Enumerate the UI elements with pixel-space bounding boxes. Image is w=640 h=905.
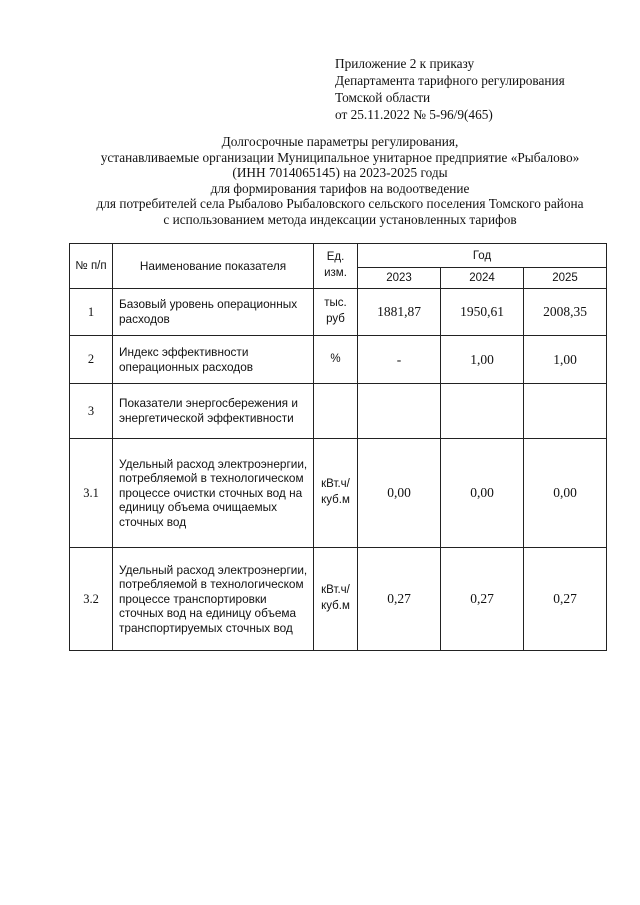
appendix-order-date: от 25.11.2022 № 5-96/9(465) <box>335 107 493 122</box>
row-value-2023: - <box>358 336 441 384</box>
row-num: 3 <box>70 384 113 439</box>
row-name: Индекс эффективности операционных расходов <box>113 336 314 384</box>
row-unit: % <box>314 336 358 384</box>
row-value-2023 <box>358 384 441 439</box>
table-row <box>70 384 607 439</box>
header-name: Наименование показателя <box>113 244 314 289</box>
row-name: Удельный расход электроэнергии, потребляемой в технологическом процессе очистки сточных вод на единицу объема очищаемых сточных вод <box>113 439 314 548</box>
row-value-2025: 1,00 <box>524 336 607 384</box>
row-value-2024: 0,00 <box>441 439 524 548</box>
table-row <box>70 336 607 384</box>
title-line: для потребителей села Рыбалово Рыбаловского сельского поселения Томского района <box>96 196 584 212</box>
document-title <box>40 134 640 228</box>
title-line: (ИНН 7014065145) на 2023-2025 годы <box>232 165 448 181</box>
table-header-row <box>70 244 607 268</box>
title-line: для формирования тарифов на водоотведение <box>210 180 470 196</box>
row-value-2024 <box>441 384 524 439</box>
row-unit: кВт.ч/ куб.м <box>314 439 358 548</box>
header-num: № п/п <box>70 244 113 289</box>
row-value-2024: 0,27 <box>441 548 524 651</box>
row-value-2024: 1950,61 <box>441 289 524 336</box>
row-unit: кВт.ч/ куб.м <box>314 548 358 651</box>
title-line: Долгосрочные параметры регулирования, <box>221 134 459 149</box>
row-name: Удельный расход электроэнергии, потребляемой в технологическом процессе транспортировки сточных вод на единицу объема транспортируемых сточных вод <box>113 548 314 651</box>
row-unit <box>314 384 358 439</box>
appendix-line: Томской области <box>335 90 431 105</box>
row-value-2024: 1,00 <box>441 336 524 384</box>
header-unit: Ед. изм. <box>314 244 358 289</box>
row-value-2023: 1881,87 <box>358 289 441 336</box>
header-year: Год <box>358 244 607 268</box>
title-line: с использованием метода индексации установленных тарифов <box>163 211 517 227</box>
row-value-2025: 2008,35 <box>524 289 607 336</box>
table-row <box>70 289 607 336</box>
row-value-2023: 0,00 <box>358 439 441 548</box>
appendix-line: Департамента тарифного регулирования <box>335 73 565 88</box>
row-name: Показатели энергосбережения и энергетической эффективности <box>113 384 314 439</box>
table-row <box>70 548 607 651</box>
header-year-2025: 2025 <box>524 268 607 289</box>
header-year-2024: 2024 <box>441 268 524 289</box>
row-num: 3.2 <box>70 548 113 651</box>
row-value-2023: 0,27 <box>358 548 441 651</box>
table-row <box>70 439 607 548</box>
appendix-header <box>335 55 565 123</box>
row-unit: тыс. руб <box>314 289 358 336</box>
appendix-line: Приложение 2 к приказу <box>335 56 475 71</box>
parameters-table <box>69 243 607 651</box>
row-num: 1 <box>70 289 113 336</box>
row-num: 3.1 <box>70 439 113 548</box>
row-value-2025: 0,27 <box>524 548 607 651</box>
row-num: 2 <box>70 336 113 384</box>
title-line: устанавливаемые организации Муниципальное унитарное предприятие «Рыбалово» <box>100 149 580 165</box>
header-year-2023: 2023 <box>358 268 441 289</box>
row-name: Базовый уровень операционных расходов <box>113 289 314 336</box>
row-value-2025 <box>524 384 607 439</box>
row-value-2025: 0,00 <box>524 439 607 548</box>
